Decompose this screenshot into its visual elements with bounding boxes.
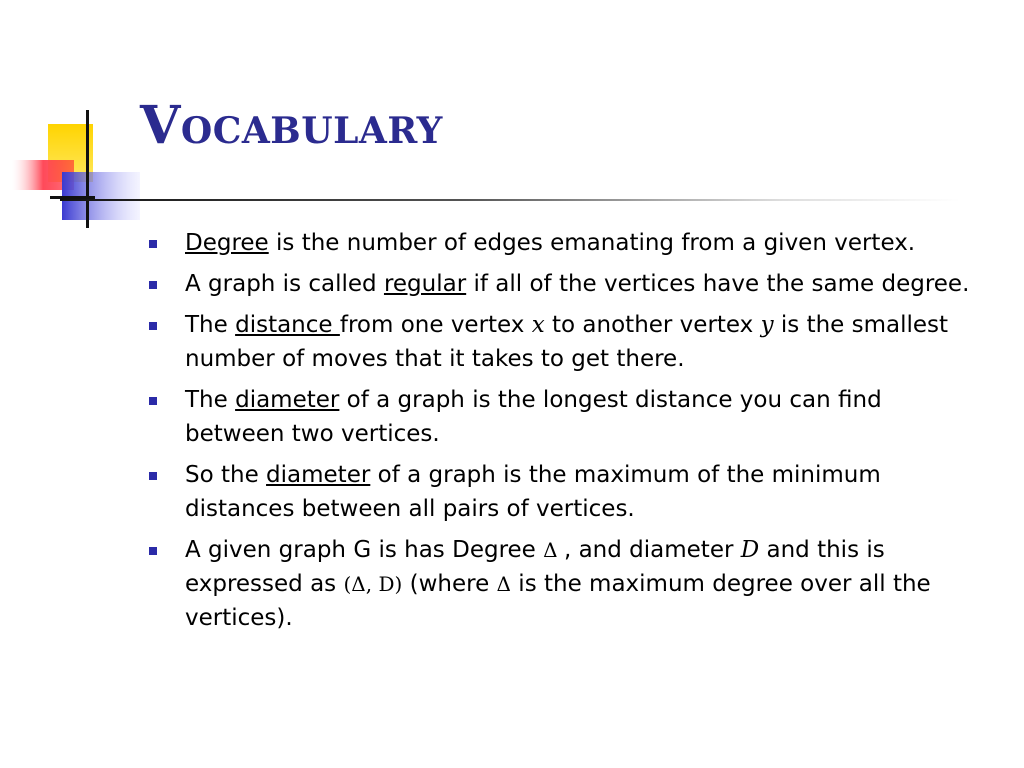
bullet-item [145,458,975,526]
bullet-text: of a graph is the longest distance you can find between two vertices. [185,387,882,447]
slide-title: Vocabulary [140,95,443,156]
bullet-item [145,226,975,260]
bullet-text: of a graph is the maximum of the minimum distances between all pairs of vertices. [185,462,881,522]
vocabulary-term: Degree [185,230,269,256]
bullet-marker-icon [149,322,157,330]
bullet-text: A graph is called [185,271,384,297]
vocabulary-bullet-list [145,226,975,642]
vocabulary-term: diameter [266,462,371,488]
bullet-text: , and diameter [563,537,741,563]
bullet-item [145,383,975,451]
bullet-text: and this is expressed as [185,537,885,597]
bullet-marker-icon [149,240,157,248]
vocabulary-term: distance [235,312,340,338]
bullet-marker-icon [149,281,157,289]
math-symbol: (Δ, D) [343,572,403,596]
bullet-text: is the smallest number of moves that it takes to get there. [185,312,949,372]
bullet-text: from one vertex [339,312,532,338]
bullet-text: So the [185,462,267,488]
bullet-text: if all of the vertices have the same degree. [466,271,970,297]
math-symbol: x [531,312,545,338]
title-underline-rule [60,199,960,201]
math-symbol: Δ [496,572,511,596]
math-symbol: Δ [543,538,564,562]
vocabulary-term: diameter [235,387,340,413]
bullet-text: The [185,387,236,413]
bullet-marker-icon [149,547,157,555]
bullet-text: is the number of edges emanating from a given vertex. [268,230,916,256]
bullet-text: (where [402,571,497,597]
math-symbol: y [760,312,774,338]
vocabulary-term: regular [383,271,467,297]
bullet-marker-icon [149,472,157,480]
math-symbol: D [740,537,760,563]
bullet-text: is the maximum degree over all the vertices). [185,571,931,631]
bullet-text: to another vertex [544,312,761,338]
bullet-text: A given graph G is has Degree [185,537,544,563]
bullet-item [145,308,975,376]
title-decoration-graphic [0,0,140,240]
bullet-text: The [185,312,236,338]
bullet-item [145,533,975,635]
bullet-marker-icon [149,397,157,405]
bullet-item [145,267,975,301]
